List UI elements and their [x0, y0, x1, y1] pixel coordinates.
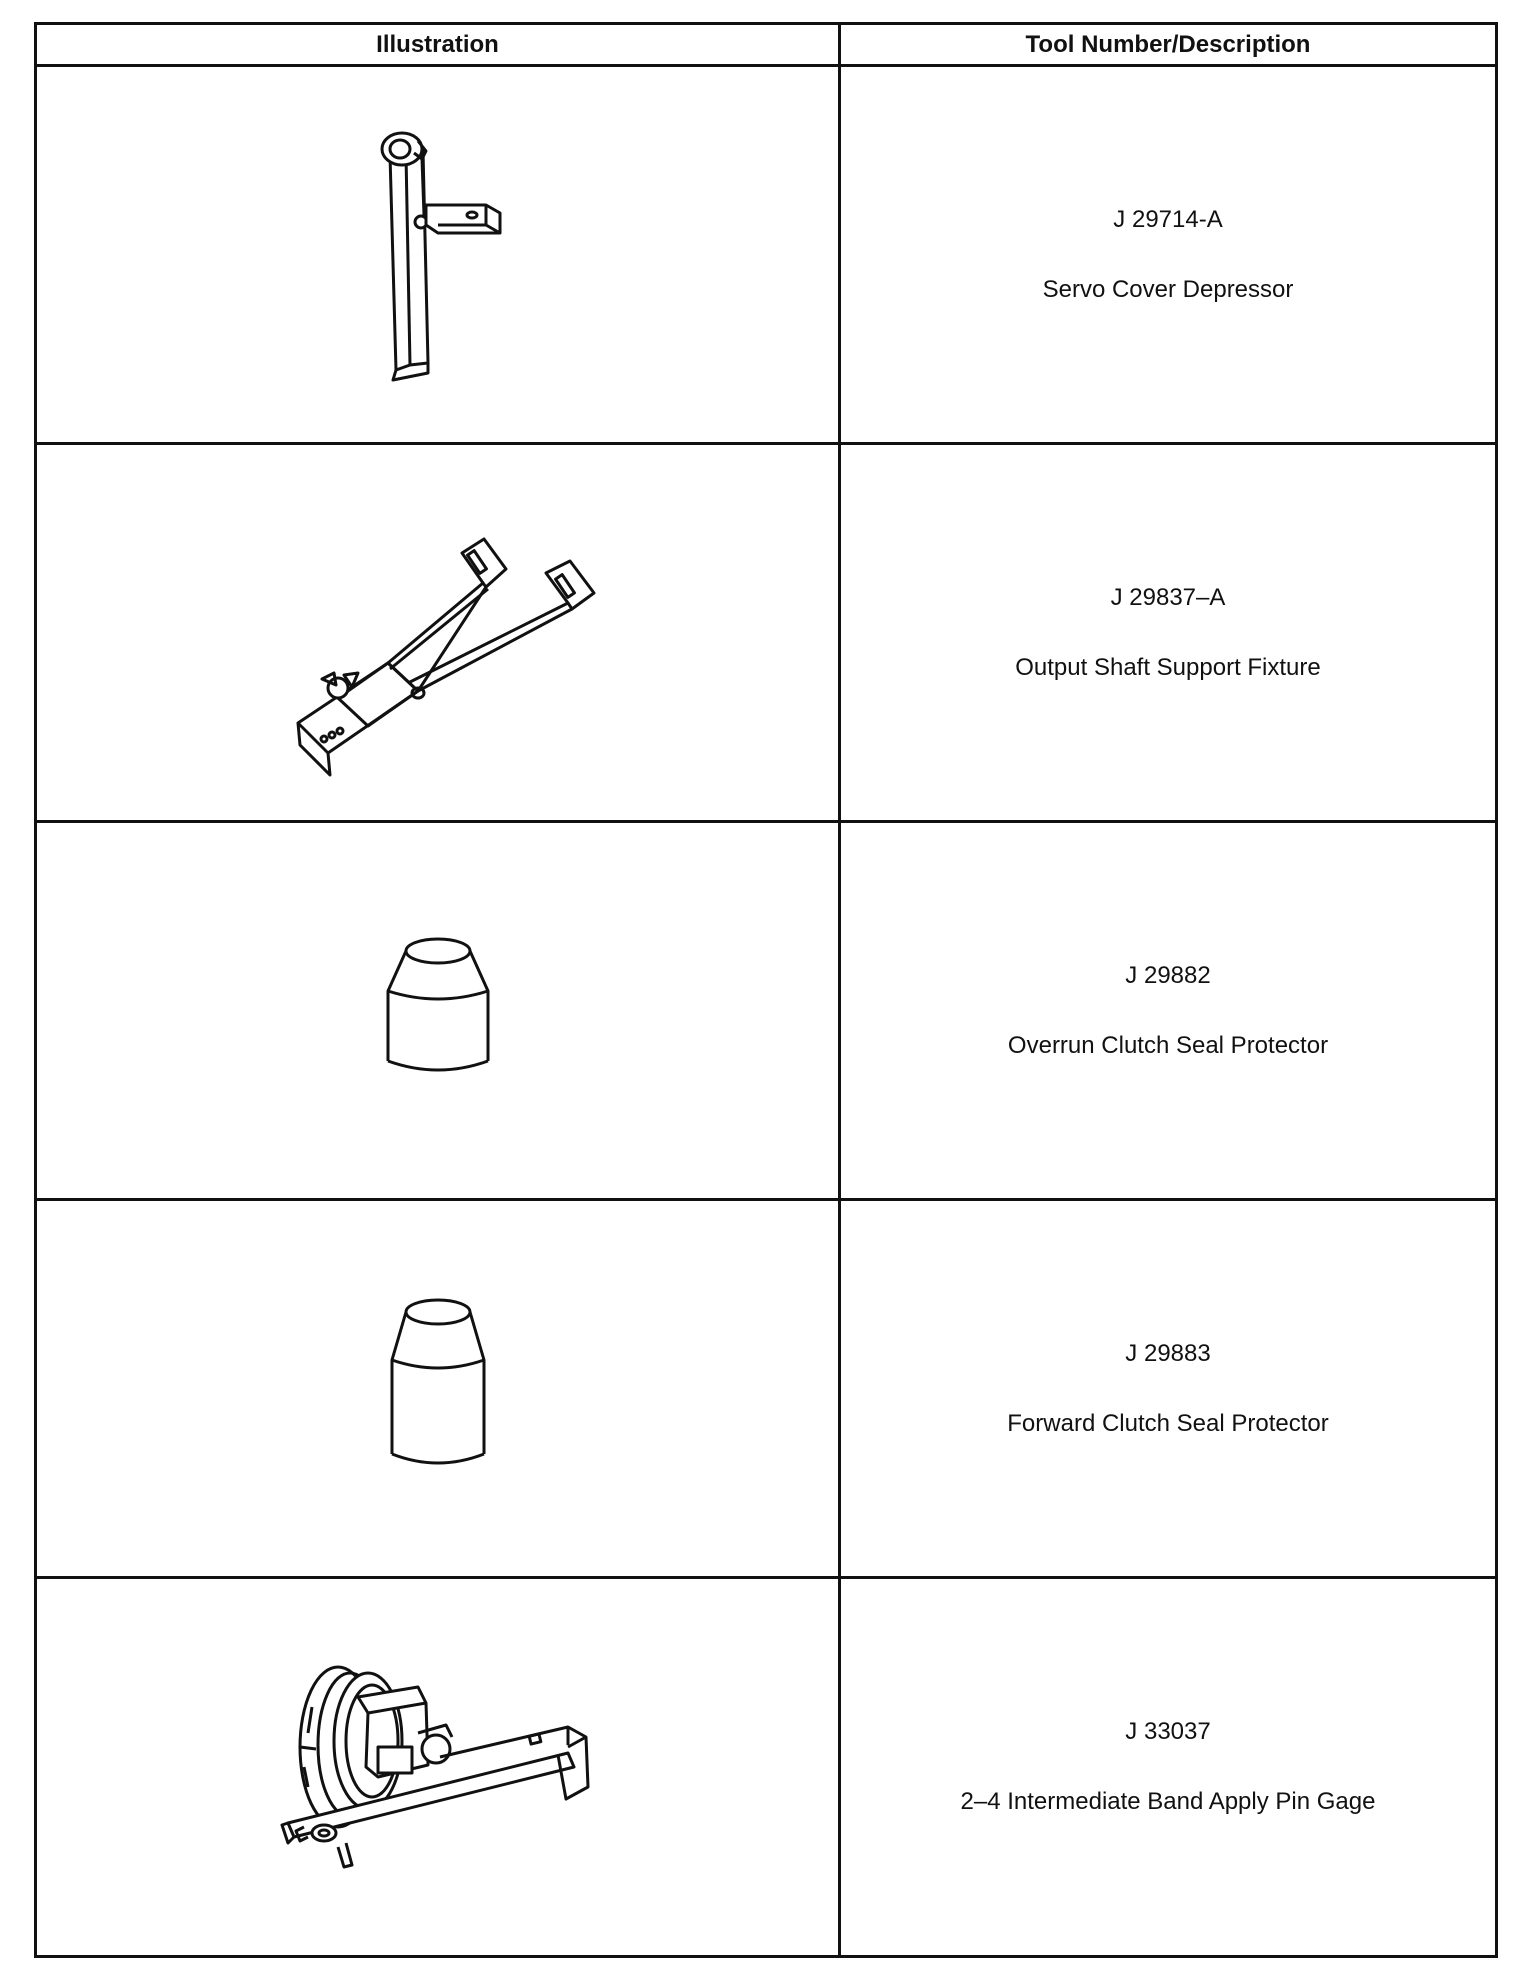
tool-number: J 29883: [1125, 1339, 1211, 1367]
table-row: [37, 1201, 1495, 1579]
tool-description: Forward Clutch Seal Protector: [1007, 1409, 1329, 1437]
tool-number: J 29882: [1125, 961, 1211, 989]
table-row: [37, 67, 1495, 445]
illustration-cell: [37, 1579, 841, 1955]
table-row: [37, 823, 1495, 1201]
special-tools-table: [34, 22, 1498, 1958]
tool-info-cell: [841, 1201, 1495, 1576]
tool-description: Output Shaft Support Fixture: [1015, 653, 1321, 681]
table-row: [37, 445, 1495, 823]
tool-number: J 29714-A: [1113, 205, 1223, 233]
band-apply-pin-gage-icon: [268, 1637, 608, 1897]
illustration-cell: [37, 1201, 841, 1576]
tool-description: Servo Cover Depressor: [1042, 275, 1294, 303]
table-row: [37, 1579, 1495, 1955]
tool-number: J 29837–A: [1110, 583, 1226, 611]
overrun-clutch-seal-protector-icon: [378, 931, 498, 1091]
table-header: [37, 25, 1495, 67]
tool-info-cell: [841, 1579, 1495, 1955]
forward-clutch-seal-protector-icon: [378, 1294, 498, 1484]
header-illustration: Illustration: [37, 25, 841, 64]
tool-info-cell: [841, 823, 1495, 1198]
servo-cover-depressor-icon: [338, 125, 538, 385]
output-shaft-support-fixture-icon: [278, 483, 598, 783]
tool-number: J 33037: [1125, 1718, 1211, 1745]
tool-description: Overrun Clutch Seal Protector: [1007, 1031, 1329, 1059]
illustration-cell: [37, 823, 841, 1198]
tool-info-cell: [841, 445, 1495, 820]
header-tool-number-description: Tool Number/Description: [1025, 30, 1311, 58]
tool-info-cell: [841, 67, 1495, 442]
illustration-cell: [37, 67, 841, 442]
illustration-cell: [37, 445, 841, 820]
tool-description: 2–4 Intermediate Band Apply Pin Gage: [960, 1788, 1376, 1815]
